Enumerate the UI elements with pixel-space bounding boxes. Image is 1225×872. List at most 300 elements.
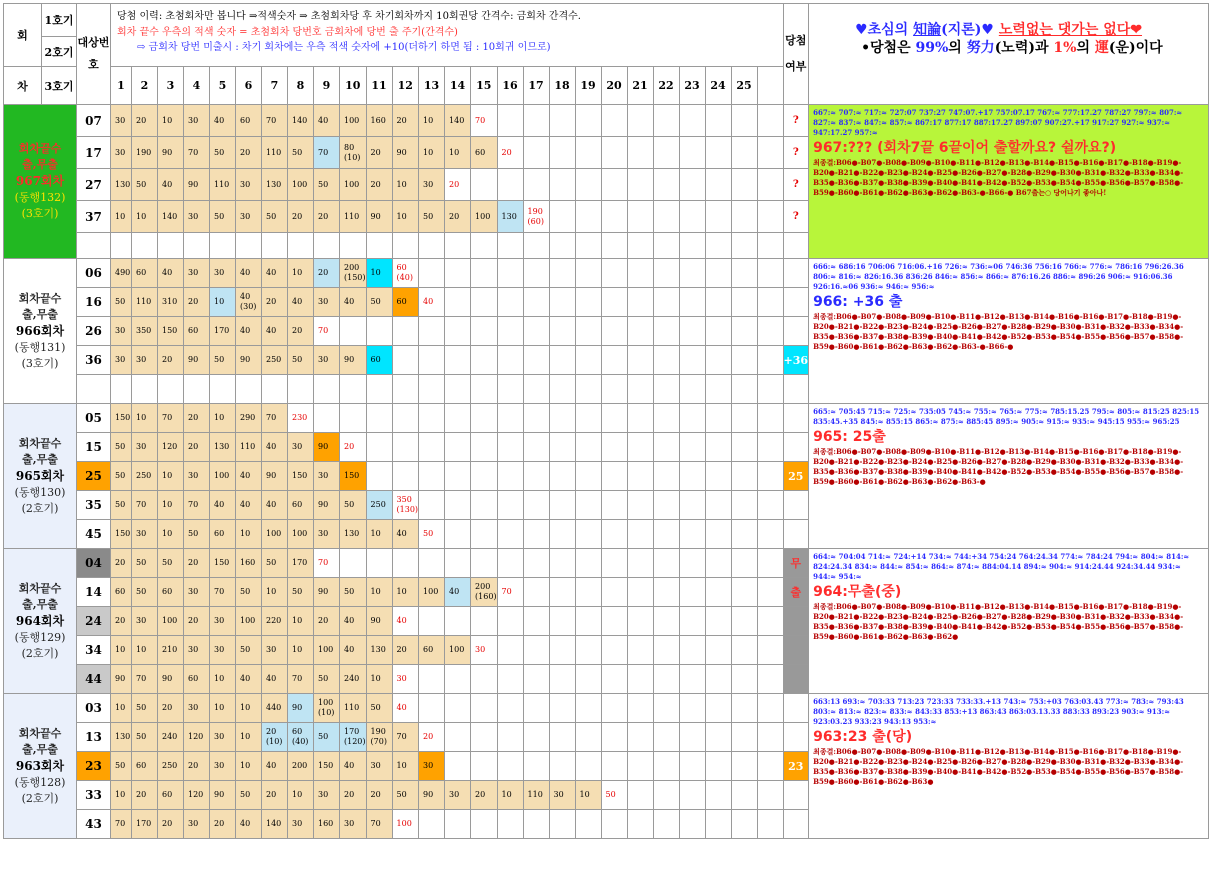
spacer	[757, 636, 783, 665]
value-cell	[653, 105, 679, 137]
value-cell	[575, 636, 601, 665]
value-cell: 50	[288, 346, 314, 375]
value-cell	[471, 317, 498, 346]
value-cell	[653, 259, 679, 288]
column-header: 11	[366, 67, 392, 105]
value-cell	[653, 433, 679, 462]
value-cell	[627, 520, 653, 549]
value-cell: 30	[184, 462, 210, 491]
value-cell: 30	[236, 169, 262, 201]
value-cell: 70	[111, 810, 132, 839]
value-cell	[627, 607, 653, 636]
value-cell	[679, 375, 705, 404]
value-cell: 190 (60)	[523, 201, 549, 233]
value-cell: 130	[366, 636, 392, 665]
value-cell	[523, 317, 549, 346]
value-cell: 10	[236, 520, 262, 549]
value-cell	[705, 105, 731, 137]
value-cell: 100	[445, 636, 471, 665]
value-cell	[679, 578, 705, 607]
value-cell	[497, 636, 523, 665]
value-cell: 90	[314, 578, 340, 607]
value-cell	[419, 346, 445, 375]
result-cell	[783, 259, 809, 288]
round-label-4: (동행128)	[14, 775, 66, 789]
value-cell	[340, 317, 367, 346]
value-cell: 100	[236, 607, 262, 636]
value-cell	[705, 665, 731, 694]
value-cell	[445, 665, 471, 694]
value-cell: 30	[288, 810, 314, 839]
value-cell	[497, 233, 523, 259]
value-cell: 20	[184, 549, 210, 578]
target-number: 37	[77, 201, 111, 233]
value-cell	[575, 520, 601, 549]
value-cell: 10	[392, 201, 419, 233]
column-header: 7	[262, 67, 288, 105]
value-cell: 10	[158, 491, 184, 520]
value-cell: 40	[392, 607, 419, 636]
value-cell	[445, 317, 471, 346]
round-label-1: 회차끝수	[18, 581, 62, 595]
value-cell: 50	[236, 578, 262, 607]
value-cell	[471, 462, 498, 491]
value-cell	[653, 781, 679, 810]
value-cell	[705, 346, 731, 375]
analysis-list: 최종결:B06●-B07●-B08●-B09●-B10●-B11●-B12●-B13●-B14●-B15●-B16●-B17●-B18●-B19●-B20●-B21●-B22●-B23●-B24●-B25●-B26●-B27●-B28●-B29●-B30●-B31●-B32●-B33●-B34●-B35●-B36●-B37●-B38●-B39●-B40●-B41●-B42●-B52●-B53●-B54●-B55●-B56●-B57●-B58●-B59●-B60●-B61●-B62●-B63●-B62●-B63-●-B66-● B67출는○ 당어나기 좋아나!	[813, 158, 1184, 197]
value-cell: 490	[111, 259, 132, 288]
value-cell	[575, 694, 601, 723]
value-cell	[601, 520, 627, 549]
banner-part: 노력없는 댓가는 없다❤	[998, 22, 1143, 38]
value-cell	[705, 607, 731, 636]
value-cell: 20	[288, 317, 314, 346]
value-cell	[497, 694, 523, 723]
value-cell: 50	[314, 169, 340, 201]
value-cell	[653, 233, 679, 259]
value-cell	[731, 723, 757, 752]
value-cell: 10	[262, 578, 288, 607]
value-cell: 10	[111, 781, 132, 810]
value-cell: 70	[314, 549, 340, 578]
value-cell	[731, 636, 757, 665]
value-cell: 50	[262, 201, 288, 233]
value-cell	[731, 201, 757, 233]
value-cell	[445, 233, 471, 259]
value-cell: 20	[445, 201, 471, 233]
value-cell: 70	[497, 578, 523, 607]
value-cell: 90	[314, 433, 340, 462]
value-cell: 30	[111, 317, 132, 346]
value-cell: 20	[236, 137, 262, 169]
value-cell: 30	[236, 201, 262, 233]
value-cell	[340, 404, 367, 433]
value-cell: 40	[392, 694, 419, 723]
result-cell: ?	[783, 137, 809, 169]
value-cell	[497, 607, 523, 636]
value-cell	[653, 752, 679, 781]
value-cell	[523, 607, 549, 636]
analysis-result: 963:23 출(당)	[813, 729, 913, 745]
value-cell: 40	[340, 752, 367, 781]
value-cell	[523, 137, 549, 169]
value-cell: 70	[158, 404, 184, 433]
value-cell: 80 (10)	[340, 137, 367, 169]
value-cell	[679, 201, 705, 233]
value-cell: 350 (130)	[392, 491, 419, 520]
value-cell	[523, 462, 549, 491]
value-cell	[445, 491, 471, 520]
value-cell	[445, 520, 471, 549]
value-cell	[366, 462, 392, 491]
value-cell	[575, 810, 601, 839]
banner-part: (지론)♥	[941, 22, 999, 38]
notes-line3: ⇨ 금회차 당번 미출시 : 차기 회차에는 우측 적색 숫자에 +10(더하기 하면 됨 : 10회귀 이므로)	[137, 42, 551, 53]
value-cell	[679, 259, 705, 288]
value-cell	[419, 491, 445, 520]
spacer	[757, 375, 783, 404]
value-cell: 20	[184, 404, 210, 433]
value-cell	[601, 317, 627, 346]
value-cell: 130	[262, 169, 288, 201]
result-cell	[783, 520, 809, 549]
value-cell	[653, 375, 679, 404]
value-cell	[340, 375, 367, 404]
value-cell: 60 (40)	[392, 259, 419, 288]
value-cell	[132, 233, 158, 259]
value-cell	[653, 578, 679, 607]
value-cell	[627, 259, 653, 288]
value-cell	[731, 346, 757, 375]
value-cell	[575, 723, 601, 752]
value-cell	[627, 752, 653, 781]
result-cell: 25	[783, 462, 809, 491]
value-cell	[705, 288, 731, 317]
value-cell: 150	[340, 462, 367, 491]
value-cell: 30	[210, 752, 236, 781]
value-cell	[575, 201, 601, 233]
value-cell	[705, 810, 731, 839]
value-cell: 110	[132, 288, 158, 317]
analysis-history: 664:≈ 704:04 714:≈ 724:+14 734:≈ 744:+34 754:24 764:24.34 774:≈ 784:24 794:≈ 804:≈ 814:≈ 824:24.34 834:≈ 844:≈ 854:≈ 864:≈ 874:≈ 884:04.14 894:≈ 904:≈ 914:24.44 924:34.44 934:≈ 944:≈ 954:≈	[813, 552, 1190, 581]
value-cell: 40	[236, 491, 262, 520]
value-cell: 20	[158, 810, 184, 839]
value-cell	[679, 433, 705, 462]
target-number: 03	[77, 694, 111, 723]
spacer	[757, 694, 783, 723]
value-cell	[731, 375, 757, 404]
spacer	[757, 607, 783, 636]
value-cell	[601, 375, 627, 404]
value-cell: 210	[158, 636, 184, 665]
value-cell: 50	[132, 169, 158, 201]
value-cell	[158, 375, 184, 404]
value-cell: 20	[340, 433, 367, 462]
value-cell: 130	[340, 520, 367, 549]
value-cell: 240	[340, 665, 367, 694]
value-cell: 10	[392, 752, 419, 781]
value-cell: 70	[184, 137, 210, 169]
value-cell: 110	[236, 433, 262, 462]
value-cell	[419, 259, 445, 288]
value-cell	[575, 317, 601, 346]
result-cell: ?	[783, 169, 809, 201]
value-cell: 150	[314, 752, 340, 781]
value-cell	[549, 259, 575, 288]
value-cell: 60	[210, 520, 236, 549]
column-header: 23	[679, 67, 705, 105]
value-cell: 90	[340, 346, 367, 375]
value-cell	[314, 233, 340, 259]
value-cell	[705, 462, 731, 491]
value-cell	[653, 549, 679, 578]
analysis-result: 966: +36 출	[813, 294, 903, 310]
value-cell: 30	[210, 723, 236, 752]
column-header: 13	[419, 67, 445, 105]
value-cell	[601, 723, 627, 752]
banner-part: 의	[948, 40, 967, 56]
notes-line2: 회차 끝수 우측의 적색 숫자 = 초첨회차 당번호 금회차에 당번 출 주기(간격수)	[117, 27, 458, 38]
value-cell	[497, 105, 523, 137]
value-cell: 50	[111, 462, 132, 491]
value-cell	[445, 723, 471, 752]
column-header: 15	[471, 67, 498, 105]
value-cell	[340, 233, 367, 259]
value-cell	[627, 549, 653, 578]
value-cell	[497, 810, 523, 839]
value-cell: 30	[210, 607, 236, 636]
value-cell	[549, 723, 575, 752]
value-cell	[184, 375, 210, 404]
value-cell	[627, 723, 653, 752]
value-cell: 60 (40)	[288, 723, 314, 752]
value-cell: 30	[314, 288, 340, 317]
value-cell	[653, 137, 679, 169]
value-cell: 20	[111, 607, 132, 636]
value-cell: 200 (160)	[471, 578, 498, 607]
value-cell: 30	[445, 781, 471, 810]
value-cell	[601, 578, 627, 607]
value-cell	[236, 233, 262, 259]
column-header: 20	[601, 67, 627, 105]
value-cell	[445, 462, 471, 491]
value-cell	[731, 233, 757, 259]
value-cell	[419, 233, 445, 259]
value-cell: 30	[132, 433, 158, 462]
value-cell: 40	[262, 665, 288, 694]
value-cell	[653, 636, 679, 665]
banner-part: 99%	[915, 40, 949, 56]
value-cell	[419, 607, 445, 636]
value-cell	[575, 404, 601, 433]
spacer	[757, 259, 783, 288]
value-cell	[705, 233, 731, 259]
round-label-4: (동행129)	[14, 630, 66, 644]
value-cell: 110	[523, 781, 549, 810]
value-cell	[705, 491, 731, 520]
value-cell	[679, 636, 705, 665]
value-cell: 10	[288, 781, 314, 810]
value-cell: 50	[158, 549, 184, 578]
value-cell: 50	[132, 549, 158, 578]
column-header: 4	[184, 67, 210, 105]
round-label-5: (2호기)	[21, 501, 59, 515]
result-cell: +36	[783, 346, 809, 375]
value-cell: 60	[111, 578, 132, 607]
value-cell: 30	[132, 520, 158, 549]
value-cell: 100 (10)	[314, 694, 340, 723]
value-cell	[731, 259, 757, 288]
value-cell: 200	[288, 752, 314, 781]
value-cell: 170	[288, 549, 314, 578]
round-label-5: (2호기)	[21, 791, 59, 805]
header-horse3: 3호기	[42, 67, 77, 105]
round-label-1: 회차끝수	[18, 726, 62, 740]
value-cell: 60	[132, 752, 158, 781]
value-cell	[549, 607, 575, 636]
header-horse2: 2호기	[42, 37, 77, 67]
round-label-2: 출,무출	[22, 158, 58, 171]
value-cell: 70	[366, 810, 392, 839]
value-cell: 140	[158, 201, 184, 233]
value-cell	[731, 491, 757, 520]
analysis-history: 665:≈ 705:45 715:≈ 725:≈ 735:05 745:≈ 755:≈ 765:≈ 775:≈ 785:15.25 795:≈ 805:≈ 815:25 825:15 835:45.+35 845:≈ 855:15 865:≈ 875:≈ 885:45 895:≈ 905:≈ 915:≈ 935:≈ 945:15 955:≈ 965:25	[813, 407, 1200, 426]
result-cell	[783, 375, 809, 404]
value-cell: 50	[392, 781, 419, 810]
value-cell	[523, 520, 549, 549]
result-cell	[783, 317, 809, 346]
value-cell	[627, 462, 653, 491]
value-cell: 100	[340, 105, 367, 137]
value-cell: 100	[288, 520, 314, 549]
value-cell: 120	[184, 781, 210, 810]
result-cell	[783, 810, 809, 839]
value-cell: 10	[366, 665, 392, 694]
value-cell	[236, 375, 262, 404]
value-cell	[575, 346, 601, 375]
value-cell: 60	[184, 317, 210, 346]
target-number	[77, 233, 111, 259]
value-cell	[549, 549, 575, 578]
value-cell	[445, 752, 471, 781]
value-cell	[471, 404, 498, 433]
lotto-history-table	[3, 3, 1209, 839]
value-cell	[601, 694, 627, 723]
spacer	[757, 549, 783, 578]
target-number: 26	[77, 317, 111, 346]
value-cell	[445, 810, 471, 839]
value-cell	[653, 491, 679, 520]
value-cell: 20	[497, 137, 523, 169]
value-cell	[471, 288, 498, 317]
value-cell: 50	[288, 578, 314, 607]
value-cell: 150	[158, 317, 184, 346]
value-cell	[731, 578, 757, 607]
value-cell: 60	[132, 259, 158, 288]
value-cell: 130	[497, 201, 523, 233]
value-cell	[471, 259, 498, 288]
value-cell: 30	[314, 520, 340, 549]
value-cell	[627, 578, 653, 607]
value-cell: 50	[236, 781, 262, 810]
spacer	[757, 169, 783, 201]
value-cell: 10	[132, 201, 158, 233]
value-cell	[523, 404, 549, 433]
value-cell: 20	[366, 169, 392, 201]
value-cell	[549, 375, 575, 404]
round-label-3: 967회차	[15, 174, 65, 188]
value-cell	[575, 105, 601, 137]
value-cell	[705, 549, 731, 578]
value-cell	[679, 137, 705, 169]
value-cell: 140	[445, 105, 471, 137]
value-cell	[549, 636, 575, 665]
value-cell: 250	[262, 346, 288, 375]
value-cell	[679, 346, 705, 375]
value-cell	[471, 433, 498, 462]
value-cell: 20	[184, 607, 210, 636]
value-cell: 20	[210, 810, 236, 839]
value-cell	[627, 404, 653, 433]
spacer	[757, 346, 783, 375]
value-cell: 240	[158, 723, 184, 752]
value-cell	[731, 665, 757, 694]
round-label-3: 963회차	[15, 758, 65, 773]
value-cell: 40	[158, 259, 184, 288]
analysis-list: 최종결:B06●-B07●-B08●-B09●-B10●-B11●-B12●-B13●-B14●-B15●-B16●-B17●-B18●-B19●-B20●-B21●-B22●-B23●-B24●-B25●-B26●-B27●-B28●-B29●-B30●-B31●-B32●-B33●-B34●-B35●-B36●-B37●-B38●-B39●-B40●-B41●-B42●-B52●-B53●-B54●-B55●-B56●-B57●-B58●-B59●-B60●-B61●-B62●-B63●-B62●-B63-●	[813, 447, 1184, 486]
value-cell	[549, 462, 575, 491]
value-cell: 120	[158, 433, 184, 462]
value-cell	[601, 491, 627, 520]
value-cell	[575, 169, 601, 201]
value-cell	[184, 233, 210, 259]
value-cell	[601, 288, 627, 317]
value-cell	[419, 694, 445, 723]
value-cell: 20	[471, 781, 498, 810]
round-label-5: (3호기)	[21, 207, 59, 220]
banner-part: (운)이다	[1108, 40, 1163, 56]
value-cell: 150	[111, 404, 132, 433]
value-cell: 40	[445, 578, 471, 607]
target-number: 34	[77, 636, 111, 665]
value-cell	[366, 317, 392, 346]
value-cell: 190	[132, 137, 158, 169]
value-cell	[471, 375, 498, 404]
value-cell	[653, 288, 679, 317]
value-cell	[679, 105, 705, 137]
value-cell: 110	[340, 694, 367, 723]
analysis-history: 666:≈ 686:16 706:06 716:06.+16 726:≈ 736:≈06 746:36 756:16 766:≈ 776:≈ 786:16 796:26.36 806:≈ 816:≈ 826:16.36 836:26 846:≈ 856:≈ 866:≈ 876:16.26 886:≈ 896:26 906:≈ 916:06.36 926:16.≈06 936:≈ 946:≈ 956:≈	[813, 262, 1184, 291]
value-cell	[627, 810, 653, 839]
value-cell	[627, 233, 653, 259]
result-cell	[783, 694, 809, 723]
value-cell: 100	[392, 810, 419, 839]
value-cell	[679, 462, 705, 491]
value-cell	[497, 346, 523, 375]
value-cell: 20	[262, 288, 288, 317]
value-cell	[549, 201, 575, 233]
value-cell: 30	[111, 105, 132, 137]
banner-part: 1%	[1053, 40, 1077, 56]
analysis-note	[809, 694, 1209, 839]
value-cell: 10	[210, 288, 236, 317]
target-number: 35	[77, 491, 111, 520]
value-cell	[549, 752, 575, 781]
column-header: 9	[314, 67, 340, 105]
analysis-note	[809, 105, 1209, 259]
round-label-5: (3호기)	[21, 356, 59, 370]
column-header: 14	[445, 67, 471, 105]
